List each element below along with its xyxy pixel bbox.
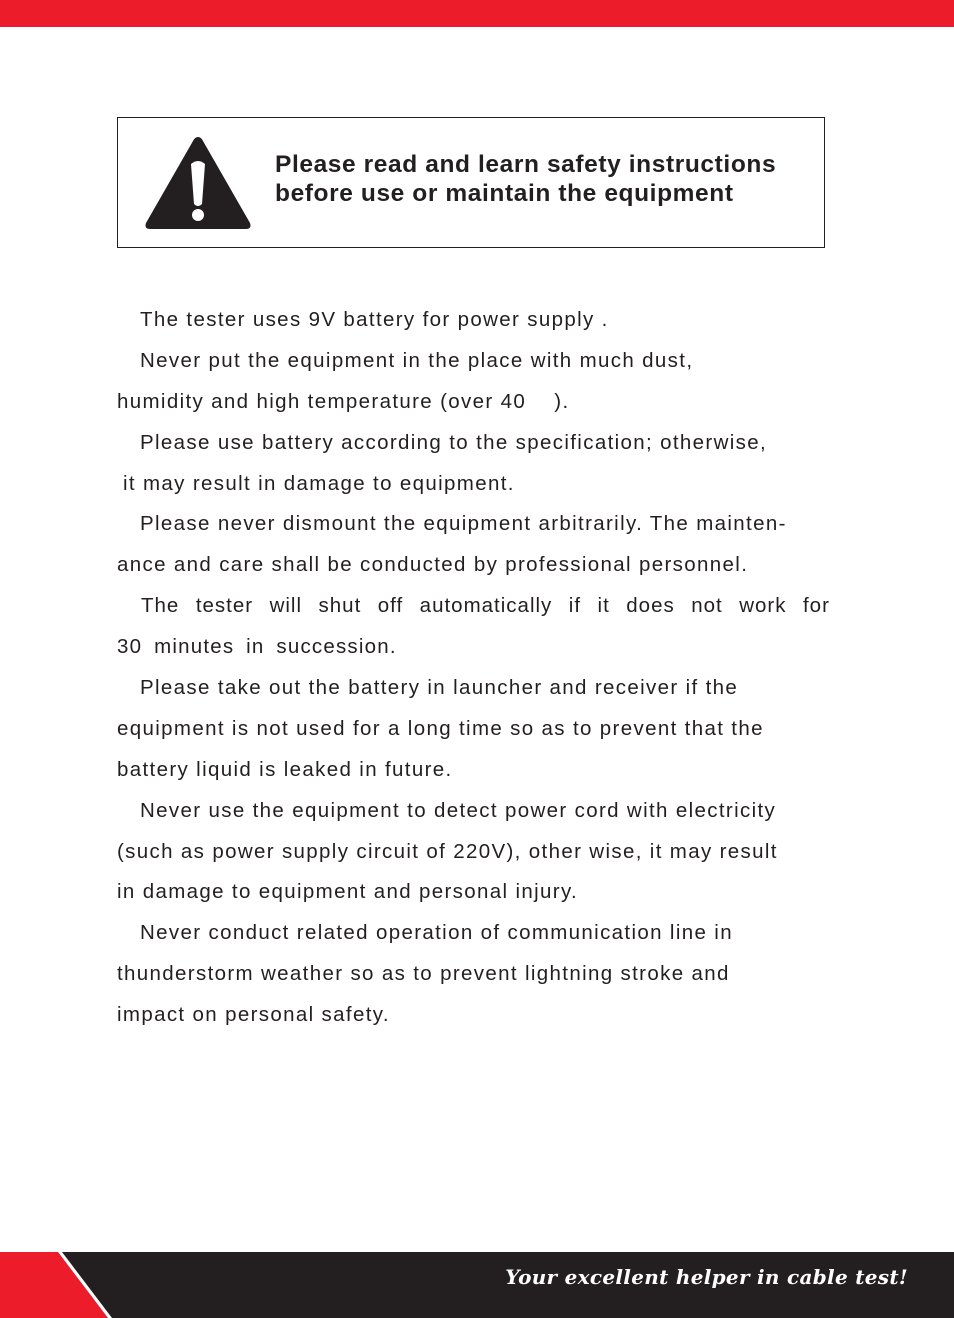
warning-heading xyxy=(275,150,825,208)
instruction-line: in damage to equipment and personal injury. xyxy=(117,880,579,904)
instruction-word: off xyxy=(377,594,404,618)
instruction-line: (such as power supply circuit of 220V), other wise, it may result xyxy=(117,839,778,863)
instruction-line: equipment is not used for a long time so as to prevent that the xyxy=(117,716,764,740)
instruction-line: battery liquid is leaked in future. xyxy=(117,757,453,781)
instruction-line: ance and care shall be conducted by professional personnel. xyxy=(117,553,749,577)
instruction-word: for xyxy=(802,594,830,618)
instruction-word: will xyxy=(269,594,303,618)
instruction-word: shut xyxy=(318,594,362,618)
instruction-line: Never conduct related operation of communication line in xyxy=(140,921,733,945)
safety-warning-box xyxy=(117,117,825,248)
instruction-word: it xyxy=(597,594,610,618)
instruction-line: 30 minutes in succession. xyxy=(117,635,397,659)
instruction-line: thunderstorm weather so as to prevent lightning stroke and xyxy=(117,962,730,986)
instruction-line: Never put the equipment in the place with much dust, xyxy=(140,348,694,372)
warning-line-1: Please read and learn safety instructions xyxy=(275,151,777,178)
instruction-line: it may result in damage to equipment. xyxy=(123,471,515,495)
instruction-line: Please take out the battery in launcher and receiver if the xyxy=(140,676,739,700)
safety-instructions xyxy=(117,300,842,1036)
instruction-word: if xyxy=(568,594,582,618)
header-red-bar xyxy=(0,0,954,27)
instruction-word: does xyxy=(626,594,675,618)
instruction-line: impact on personal safety. xyxy=(117,1003,390,1027)
instruction-word: tester xyxy=(195,594,254,618)
instruction-line: Please never dismount the equipment arbitrarily. The mainten- xyxy=(140,512,787,536)
instruction-word: work xyxy=(739,594,787,618)
footer-slogan: Your excellent helper in cable test! xyxy=(505,1265,908,1289)
warning-triangle-icon xyxy=(142,134,254,232)
instruction-line: The tester uses 9V battery for power supply . xyxy=(140,308,609,331)
instruction-line: humidity and high temperature (over 40 ). xyxy=(117,389,570,413)
instruction-word: The xyxy=(141,594,180,618)
instruction-line: Never use the equipment to detect power cord with electricity xyxy=(140,798,777,822)
instruction-word: not xyxy=(691,594,723,618)
instruction-line: Please use battery according to the specification; otherwise, xyxy=(140,430,768,454)
instruction-line-justified xyxy=(117,586,842,627)
instruction-word: automatically xyxy=(419,594,553,618)
warning-line-2: before use or maintain the equipment xyxy=(275,180,734,207)
